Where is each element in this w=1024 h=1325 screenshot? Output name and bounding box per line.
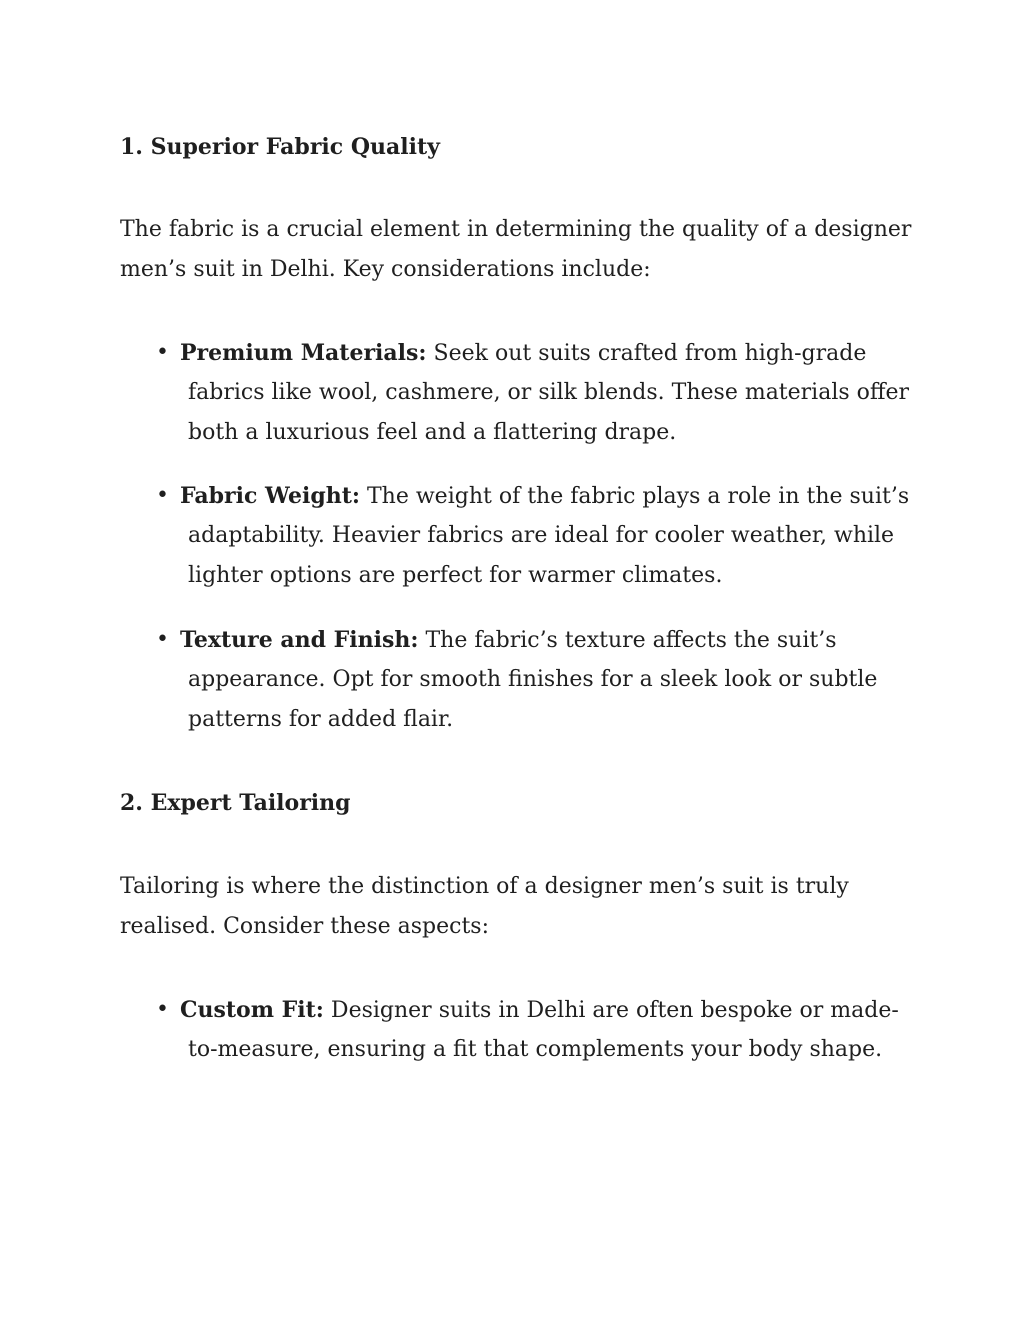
bullet-icon: •: [156, 997, 169, 1022]
list-item-term: Fabric Weight:: [180, 483, 360, 509]
list-item-first-line: [180, 620, 837, 661]
bullet-icon: •: [156, 340, 169, 365]
intro-line: The fabric is a crucial element in determining the quality of a designer: [120, 217, 912, 242]
section-intro-fabric-quality: [120, 210, 920, 290]
list-item-line: adaptability. Heavier fabrics are ideal for cooler weather, while: [188, 523, 895, 548]
list-item-text: The weight of the fabric plays a role in the suit’s: [360, 484, 910, 509]
list-item-text: The fabric’s texture affects the suit’s: [418, 628, 837, 653]
section-heading-fabric-quality: 1. Superior Fabric Quality: [120, 134, 440, 160]
list-item-line: fabrics like wool, cashmere, or silk blends. These materials offer: [188, 380, 910, 405]
list-item-first-line: [180, 476, 909, 517]
list-item-first-line: [180, 990, 899, 1031]
bullet-icon: •: [156, 627, 169, 652]
section-intro-expert-tailoring: [120, 867, 920, 947]
intro-line: Tailoring is where the distinction of a designer men’s suit is truly: [120, 874, 849, 899]
list-item-term: Texture and Finish:: [180, 627, 419, 653]
list-item-text: Designer suits in Delhi are often bespoke or made-: [323, 998, 899, 1023]
list-item-line: to-measure, ensuring a fit that complements your body shape.: [188, 1037, 883, 1062]
intro-line: men’s suit in Delhi. Key considerations include:: [120, 257, 651, 282]
list-item-line: both a luxurious feel and a flattering drape.: [188, 420, 677, 445]
list-item-line: lighter options are perfect for warmer climates.: [188, 563, 723, 588]
list-item-text: Seek out suits crafted from high-grade: [426, 341, 867, 366]
list-item-line: appearance. Opt for smooth finishes for a sleek look or subtle: [188, 667, 878, 692]
list-item-line: patterns for added flair.: [188, 707, 454, 732]
intro-line: realised. Consider these aspects:: [120, 914, 489, 939]
list-item-term: Custom Fit:: [180, 997, 324, 1023]
list-item-term: Premium Materials:: [180, 340, 427, 366]
bullet-icon: •: [156, 483, 169, 508]
section-heading-expert-tailoring: 2. Expert Tailoring: [120, 790, 351, 816]
list-item-first-line: [180, 333, 866, 374]
